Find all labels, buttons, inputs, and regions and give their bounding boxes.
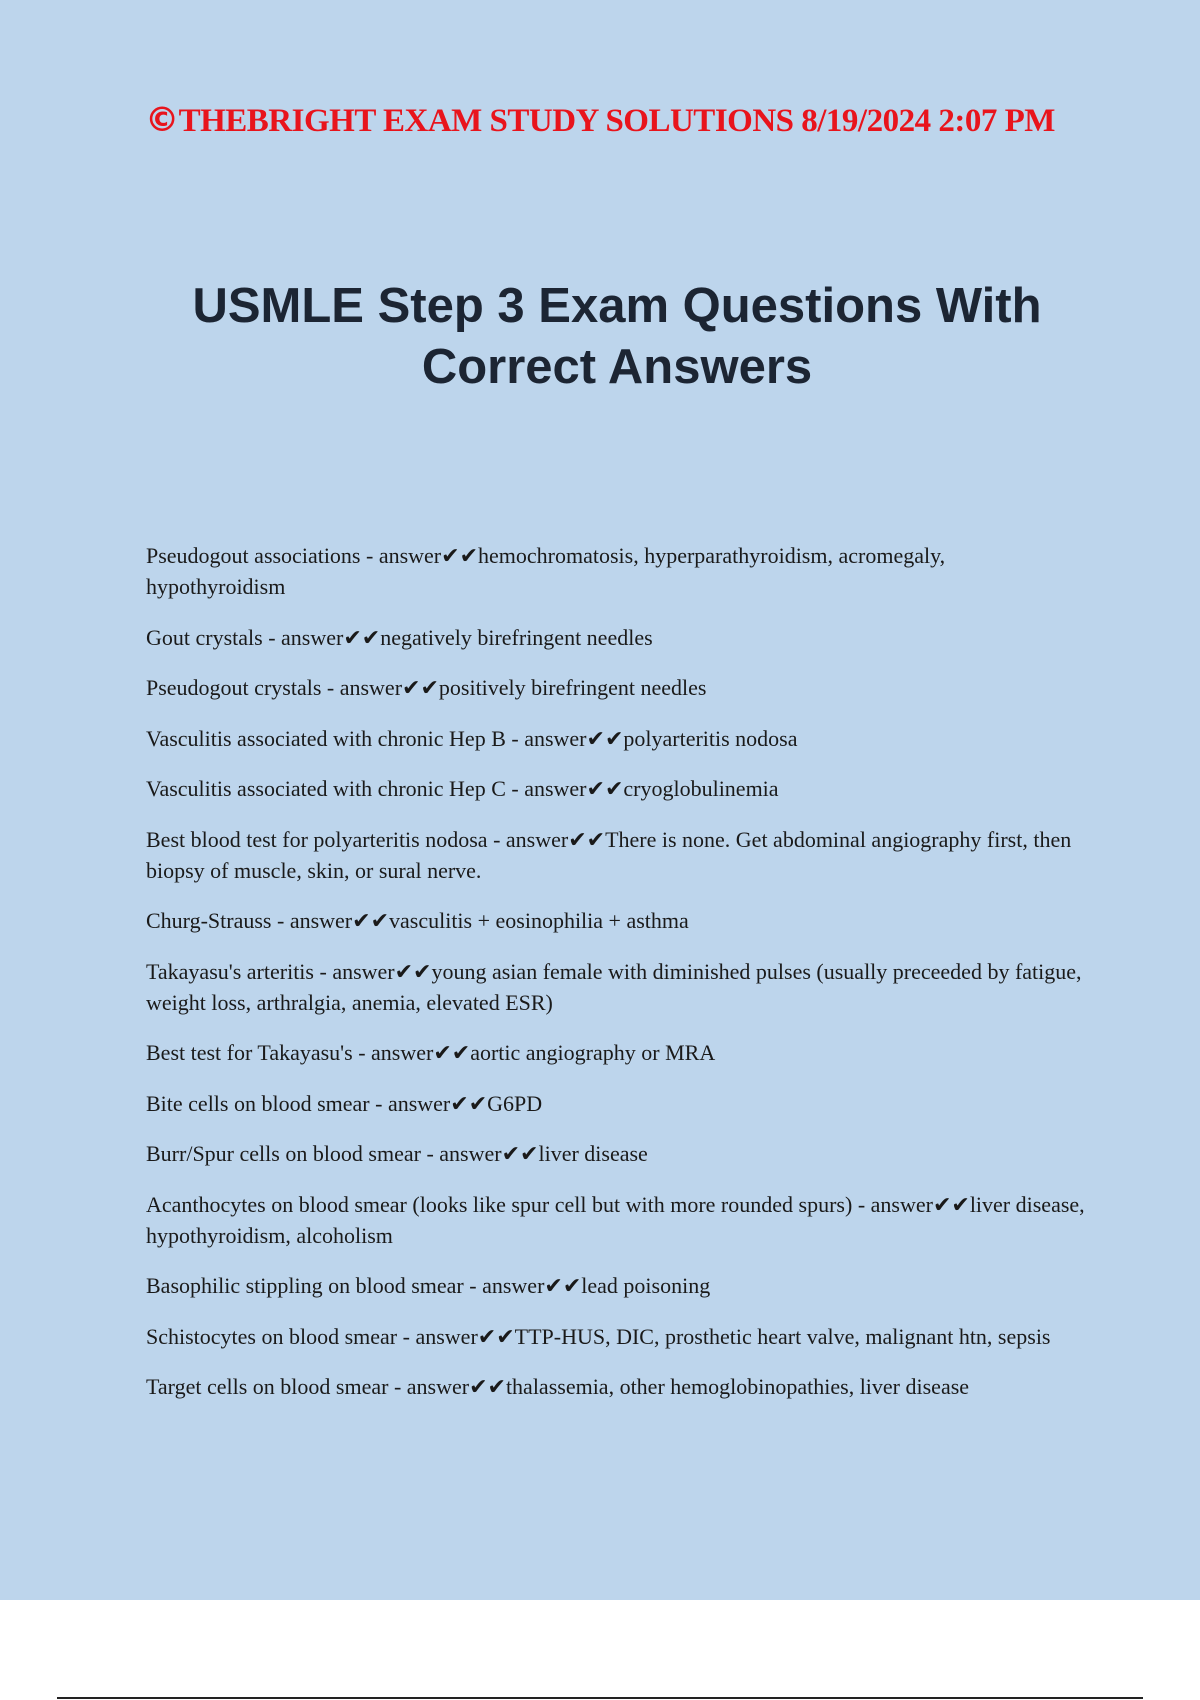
qa-question: Bite cells on blood smear: [146, 1090, 370, 1116]
qa-answer: liver disease, hypothyroidism, alcoholism: [146, 1191, 1085, 1248]
answer-check-marker: answer✔✔: [371, 1040, 471, 1065]
answer-check-marker: answer✔✔: [378, 543, 478, 568]
qa-answer: thalassemia, other hemoglobinopathies, liver disease: [505, 1374, 970, 1399]
qa-separator: -: [271, 908, 290, 933]
qa-item: [146, 905, 1086, 936]
title-line-2: Correct Answers: [421, 340, 813, 394]
qa-answer: polyarteritis nodosa: [623, 725, 798, 751]
qa-separator: -: [487, 826, 506, 852]
qa-answer: negatively birefringent needles: [380, 624, 653, 650]
qa-item: [146, 672, 1086, 703]
qa-answer: aortic angiography or MRA: [470, 1040, 716, 1065]
qa-item: [146, 540, 1086, 602]
qa-question: Basophilic stippling on blood smear: [146, 1273, 464, 1298]
qa-answer: liver disease: [538, 1141, 648, 1166]
answer-check-marker: answer✔✔: [482, 1273, 582, 1298]
title-line-1: USMLE Step 3 Exam Questions With: [192, 279, 1042, 333]
answer-check-marker: answer✔✔: [406, 1374, 506, 1399]
qa-question: Vasculitis associated with chronic Hep B: [146, 725, 506, 751]
qa-question: Acanthocytes on blood smear (looks like spur cell but with more rounded spurs): [146, 1191, 853, 1217]
qa-answer: positively birefringent needles: [438, 675, 707, 700]
qa-separator: -: [388, 1374, 407, 1399]
answer-check-marker: answer✔✔: [524, 725, 624, 751]
qa-separator: -: [369, 1090, 388, 1116]
qa-item: [146, 1138, 1086, 1169]
answer-check-marker: answer✔✔: [505, 826, 606, 852]
qa-item: [146, 1037, 1086, 1068]
qa-item: [146, 1321, 1086, 1352]
qa-separator: -: [505, 725, 525, 751]
answer-check-marker: answer✔✔: [339, 675, 439, 700]
answer-check-marker: answer✔✔: [387, 1090, 488, 1116]
qa-question: Gout crystals: [146, 624, 263, 650]
answer-check-marker: answer✔✔: [524, 776, 624, 801]
answer-check-marker: answer✔✔: [332, 958, 432, 984]
qa-answer: There is none. Get abdominal angiography first, then biopsy of muscle, skin, or sural nerve.: [146, 826, 1072, 883]
footer-divider: [57, 1697, 1143, 1699]
qa-question: Takayasu's arteritis: [146, 958, 314, 984]
qa-item: [146, 773, 1086, 804]
qa-separator: -: [852, 1191, 871, 1217]
qa-list: [146, 540, 1086, 1422]
qa-separator: -: [360, 543, 379, 568]
qa-separator: -: [463, 1273, 483, 1298]
answer-check-marker: answer✔✔: [870, 1191, 970, 1217]
copyright-icon: ©: [145, 100, 179, 140]
qa-separator: -: [397, 1323, 416, 1349]
qa-separator: -: [420, 1141, 440, 1166]
answer-check-marker: answer✔✔: [439, 1141, 539, 1166]
qa-answer: vasculitis + eosinophilia + asthma: [389, 908, 689, 933]
qa-question: Best test for Takayasu's: [146, 1040, 353, 1065]
qa-question: Burr/Spur cells on blood smear: [146, 1141, 421, 1166]
qa-question: Best blood test for polyarteritis nodosa: [146, 826, 488, 852]
qa-answer: young asian female with diminished pulses (usually preceeded by fatigue, weight loss, arthralgia, anemia, elevated ESR): [146, 958, 1082, 1015]
qa-question: Target cells on blood smear: [146, 1374, 389, 1399]
qa-question: Churg-Strauss: [146, 908, 272, 933]
answer-check-marker: answer✔✔: [415, 1323, 515, 1349]
document-title: [0, 276, 1200, 398]
qa-answer: hemochromatosis, hyperparathyroidism, acromegaly, hypothyroidism: [146, 543, 946, 599]
qa-answer: TTP-HUS, DIC, prosthetic heart valve, malignant htn, sepsis: [514, 1323, 1051, 1349]
qa-item: [146, 956, 1086, 1018]
qa-item: [146, 824, 1086, 886]
answer-check-marker: answer✔✔: [281, 624, 381, 650]
qa-question: Schistocytes on blood smear: [146, 1323, 398, 1349]
qa-item: [146, 1088, 1086, 1119]
qa-item: [146, 1270, 1086, 1301]
qa-separator: -: [505, 776, 525, 801]
qa-question: Pseudogout associations: [146, 543, 361, 568]
qa-question: Pseudogout crystals: [146, 675, 322, 700]
qa-separator: -: [313, 958, 333, 984]
qa-item: [146, 723, 1086, 754]
qa-separator: -: [321, 675, 340, 700]
qa-item: [146, 1371, 1086, 1402]
qa-answer: cryoglobulinemia: [623, 776, 779, 801]
qa-separator: -: [352, 1040, 372, 1065]
header-watermark-line: [0, 100, 1200, 140]
qa-separator: -: [262, 624, 282, 650]
qa-question: Vasculitis associated with chronic Hep C: [146, 776, 506, 801]
qa-item: [146, 622, 1086, 653]
qa-answer: G6PD: [487, 1090, 543, 1116]
qa-item: [146, 1189, 1086, 1251]
qa-answer: lead poisoning: [581, 1273, 711, 1298]
answer-check-marker: answer✔✔: [289, 908, 389, 933]
header-text: THEBRIGHT EXAM STUDY SOLUTIONS 8/19/2024 2:07 PM: [178, 103, 1055, 139]
